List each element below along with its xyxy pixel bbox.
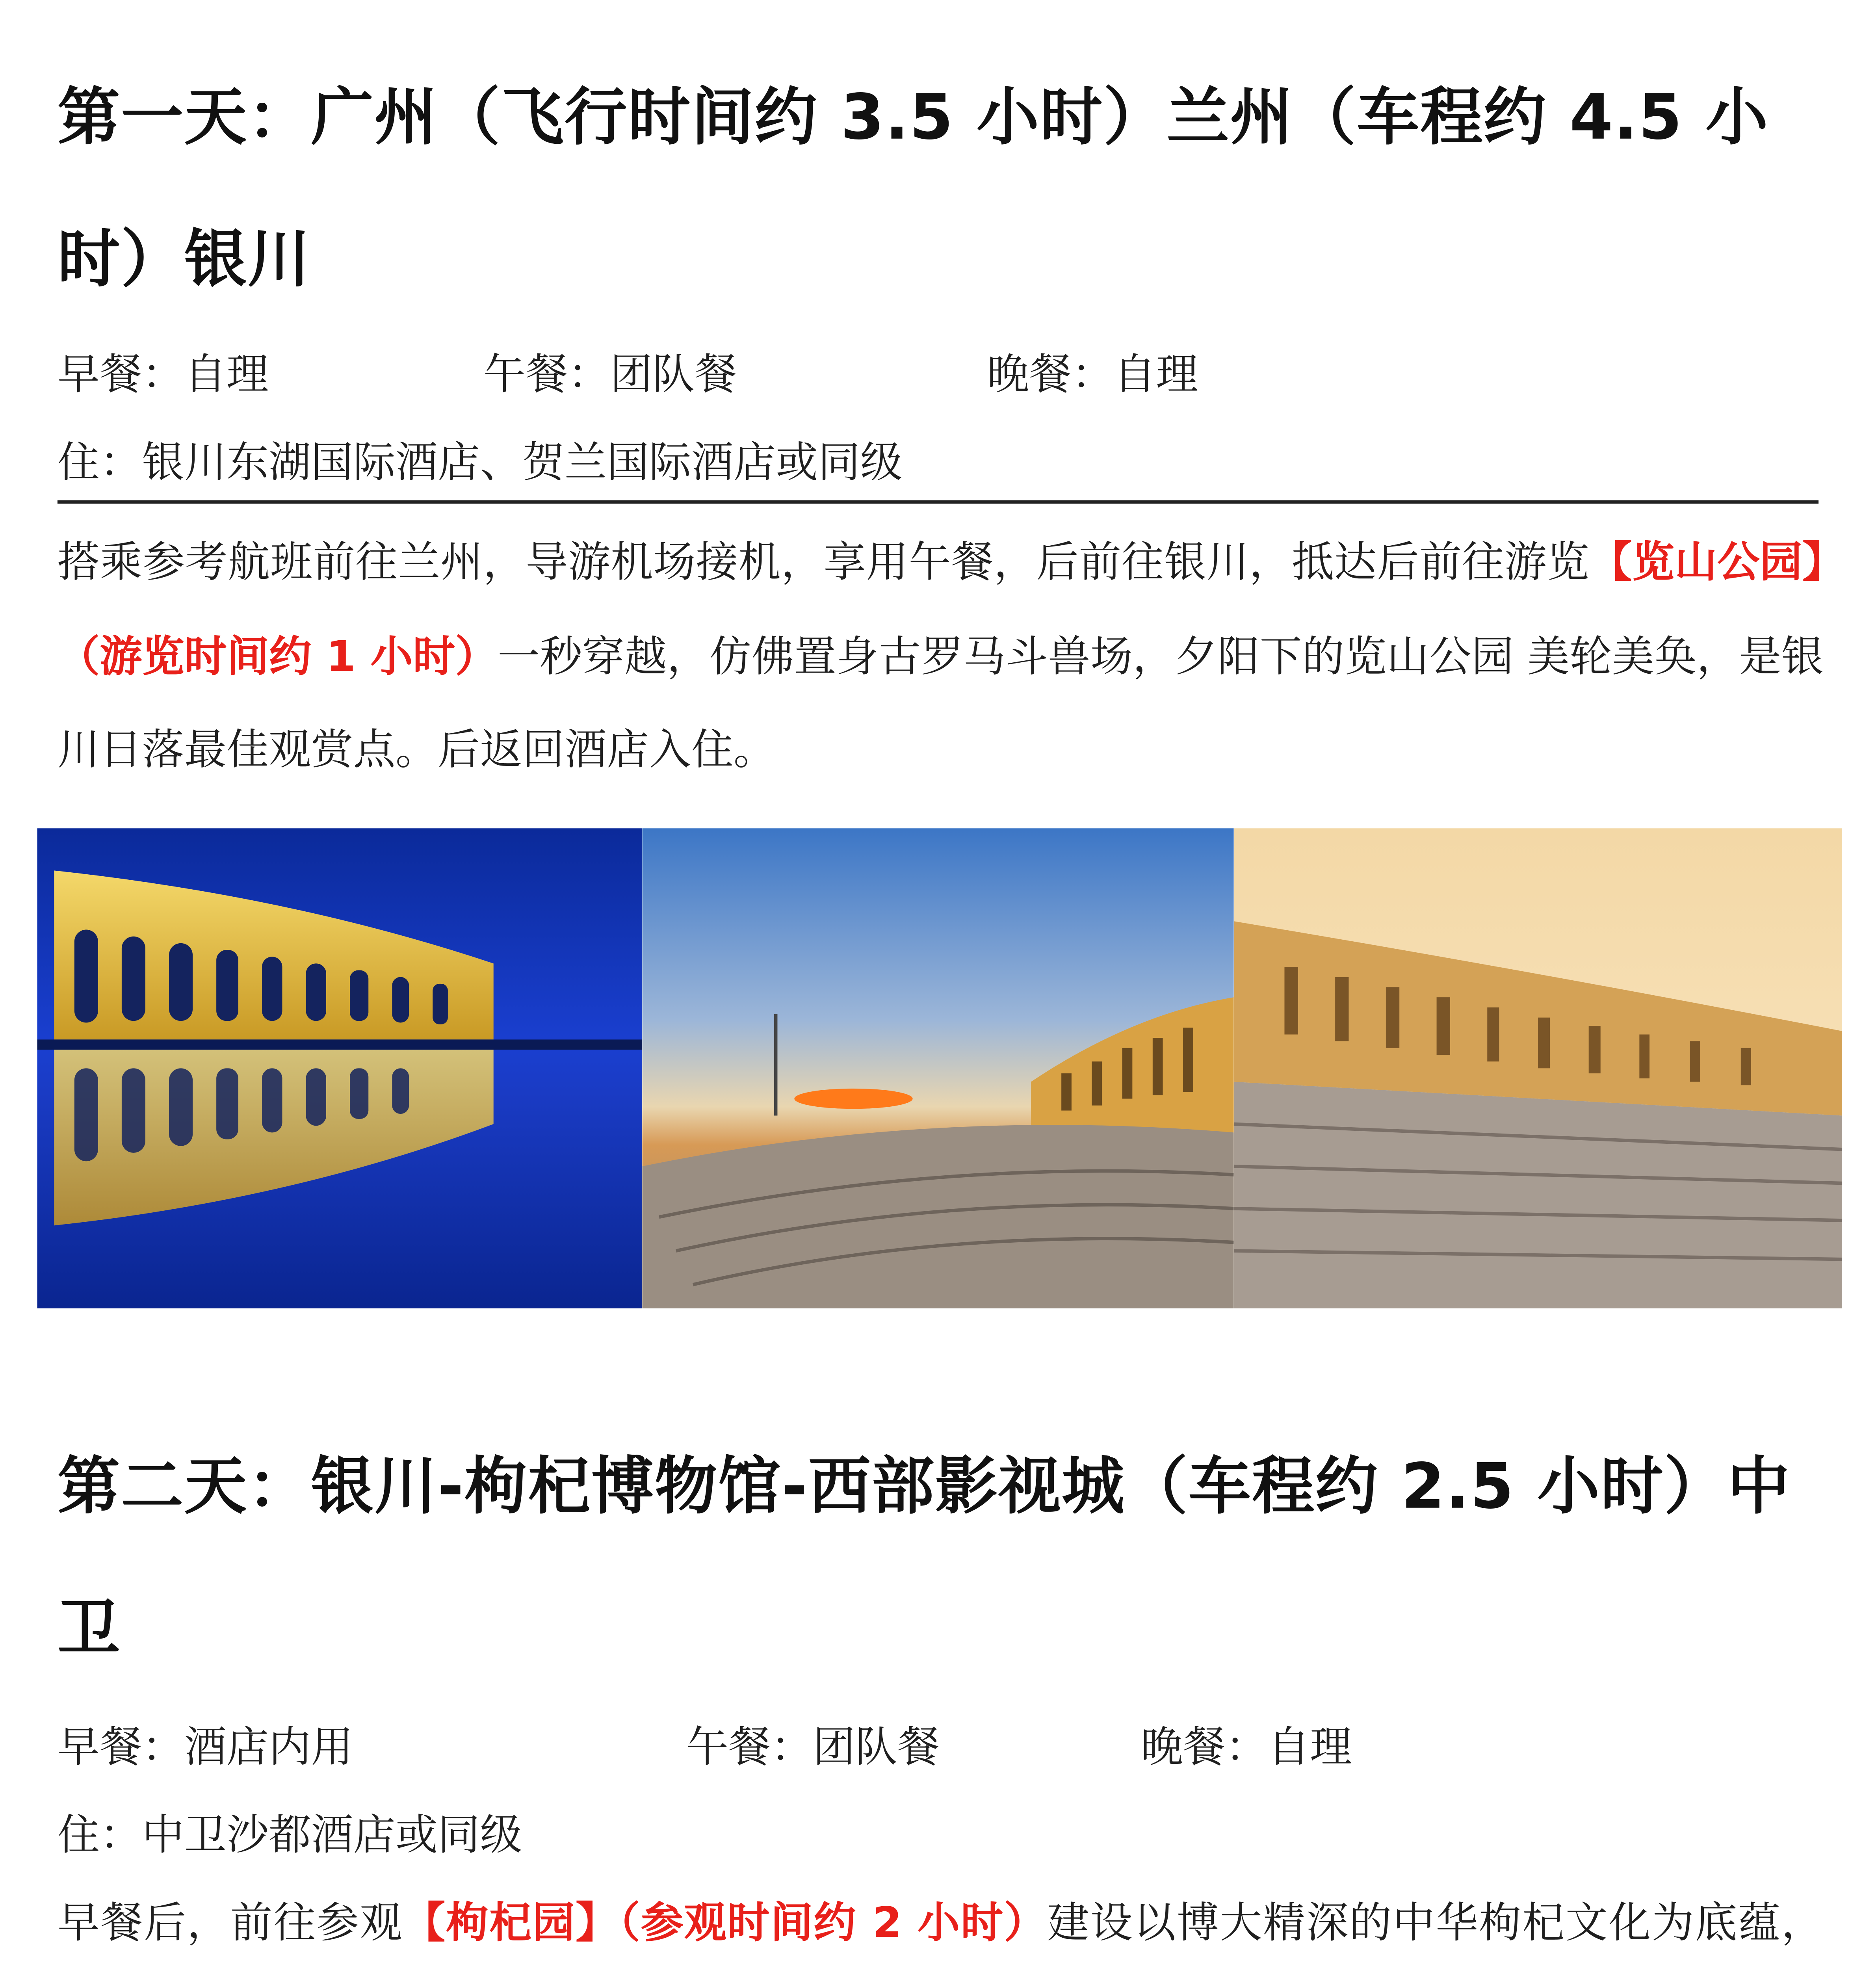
day2-hotel-text: 住：中卫沙都酒店或同级 bbox=[57, 1810, 522, 1860]
photo-colosseum-sunset bbox=[642, 828, 1234, 1308]
day1-title: 第一天：广州（飞行时间约 3.5 小时）兰州（车程约 4.5 小时）银川 bbox=[57, 81, 1769, 296]
day1-dinner: 晚餐：自理 bbox=[987, 350, 1198, 399]
day1-breakfast: 早餐：自理 bbox=[57, 350, 269, 399]
day2-text-b: 建设以博大精深的中华枸杞文化为底蕴， bbox=[1047, 1898, 1824, 1948]
day2-title: 第二天：银川-枸杞博物馆-西部影视城（车程约 2.5 小时）中卫 bbox=[57, 1450, 1791, 1665]
day1-text-a: 搭乘参考航班前往兰州，导游机场接机，享用午餐，后前往银川，抵达后前往游览 bbox=[57, 537, 1590, 587]
day2-description bbox=[58, 1876, 1824, 1970]
day1-lunch: 午餐：团队餐 bbox=[483, 350, 737, 399]
photo-colosseum-night bbox=[37, 828, 642, 1308]
day1-text-b: 一秒穿越，仿佛置身古罗马斗兽场，夕阳下的览山公园 美轮美奂，是银川日落最佳观赏点。后返回酒店入住。 bbox=[57, 631, 1824, 774]
day1-meals bbox=[58, 345, 1818, 405]
day2-breakfast: 早餐：酒店内用 bbox=[57, 1722, 353, 1772]
day2-lunch: 午餐：团队餐 bbox=[686, 1722, 940, 1772]
day1-highlight: 【览山公园】（游览时间约 1 小时） bbox=[57, 537, 1824, 680]
day2-text-a: 早餐后，前往参观 bbox=[57, 1898, 403, 1948]
day1-hotel-text: 住：银川东湖国际酒店、贺兰国际酒店或同级 bbox=[57, 438, 903, 487]
day1-description bbox=[58, 515, 1824, 797]
day2-highlight-1: 【枸杞园】（参观时间约 2 小时） bbox=[403, 1898, 1048, 1948]
day2-meals bbox=[58, 1717, 1818, 1778]
divider bbox=[58, 500, 1818, 503]
photo-colosseum-seating bbox=[1234, 828, 1842, 1308]
day2-dinner: 晚餐：自理 bbox=[1140, 1722, 1352, 1772]
